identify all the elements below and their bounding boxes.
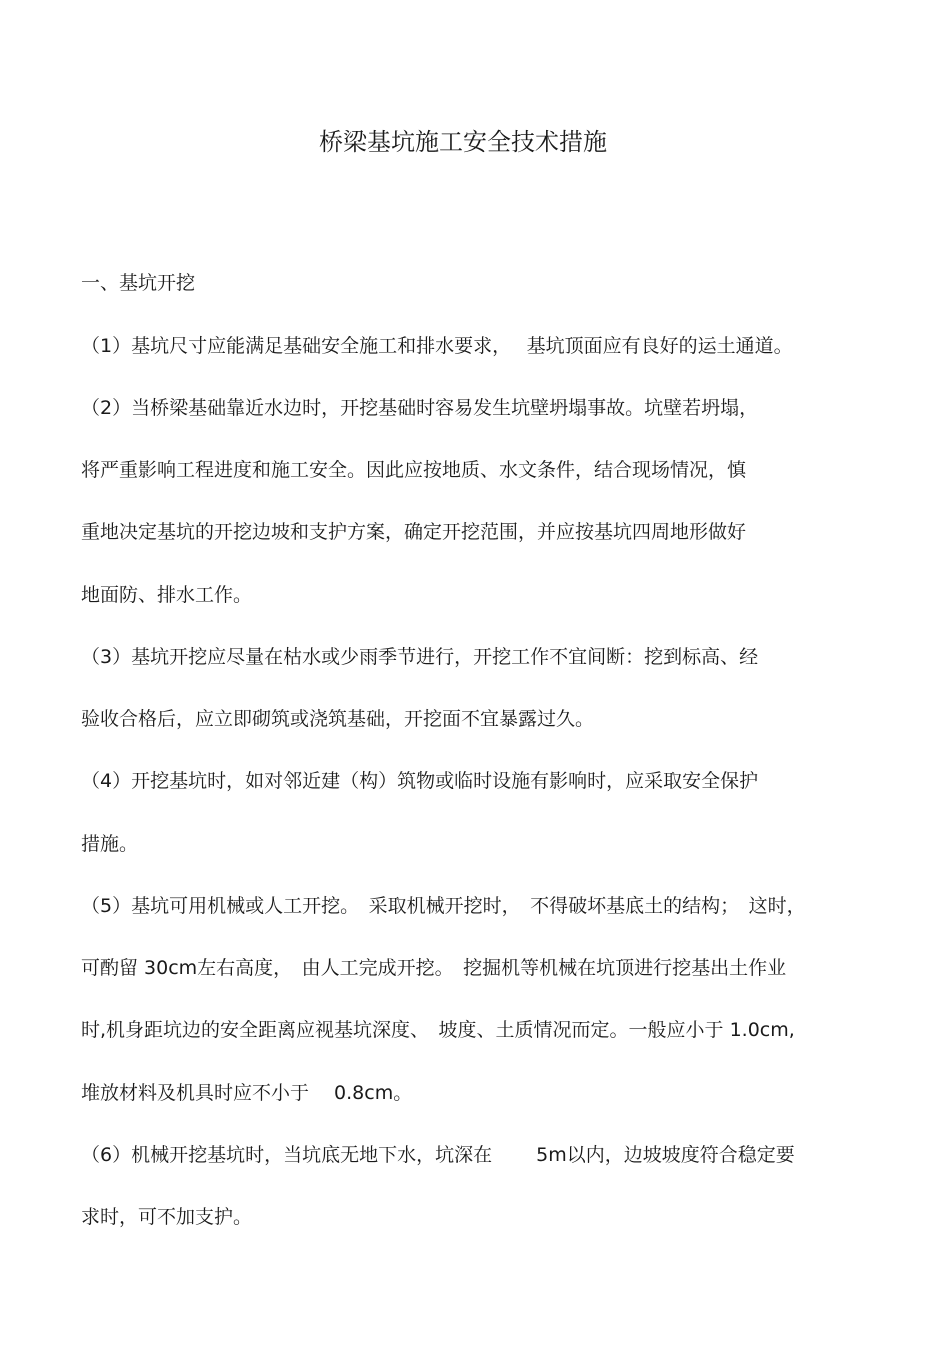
paragraph-line: 求时，可不加支护。 xyxy=(81,1206,253,1228)
paragraph-line: 验收合格后，应立即砌筑或浇筑基础，开挖面不宜暴露过久。 xyxy=(81,708,595,730)
paragraph-line: 时,机身距坑边的安全距离应视基坑深度、 坡度、土质情况而定。一般应小于 1.0cm, xyxy=(81,1019,795,1041)
paragraph-line: （4）开挖基坑时，如对邻近建（构）筑物或临时设施有影响时，应采取安全保护 xyxy=(81,770,759,792)
document-title: 桥梁基坑施工安全技术措施 xyxy=(319,128,607,156)
paragraph-line: （2）当桥梁基础靠近水边时，开挖基础时容易发生坑壁坍塌事故。坑壁若坍塌， xyxy=(81,397,759,419)
paragraph-line: 重地决定基坑的开挖边坡和支护方案，确定开挖范围，并应按基坑四周地形做好 xyxy=(81,521,747,543)
paragraph-line: （3）基坑开挖应尽量在枯水或少雨季节进行，开挖工作不宜间断：挖到标高、经 xyxy=(81,646,759,668)
paragraph-line: （5）基坑可用机械或人工开挖。 采取机械开挖时， 不得破坏基底土的结构； 这时， xyxy=(81,895,806,917)
paragraph-line: 措施。 xyxy=(81,833,139,855)
paragraph-line: 堆放材料及机具时应不小于 0.8cm。 xyxy=(81,1082,413,1104)
paragraph-line: （1）基坑尺寸应能满足基础安全施工和排水要求， 基坑顶面应有良好的运土通道。 xyxy=(81,335,793,357)
paragraph-line: 可酌留 30cm左右高度， 由人工完成开挖。 挖掘机等机械在坑顶进行挖基出土作业 xyxy=(81,957,787,979)
paragraph-line: （6）机械开挖基坑时，当坑底无地下水，坑深在 5m以内，边坡坡度符合稳定要 xyxy=(81,1144,795,1166)
paragraph-line: 将严重影响工程进度和施工安全。因此应按地质、水文条件，结合现场情况，慎 xyxy=(81,459,747,481)
section-heading-excavation: 一、基坑开挖 xyxy=(81,272,196,294)
paragraph-line: 地面防、排水工作。 xyxy=(81,584,253,606)
